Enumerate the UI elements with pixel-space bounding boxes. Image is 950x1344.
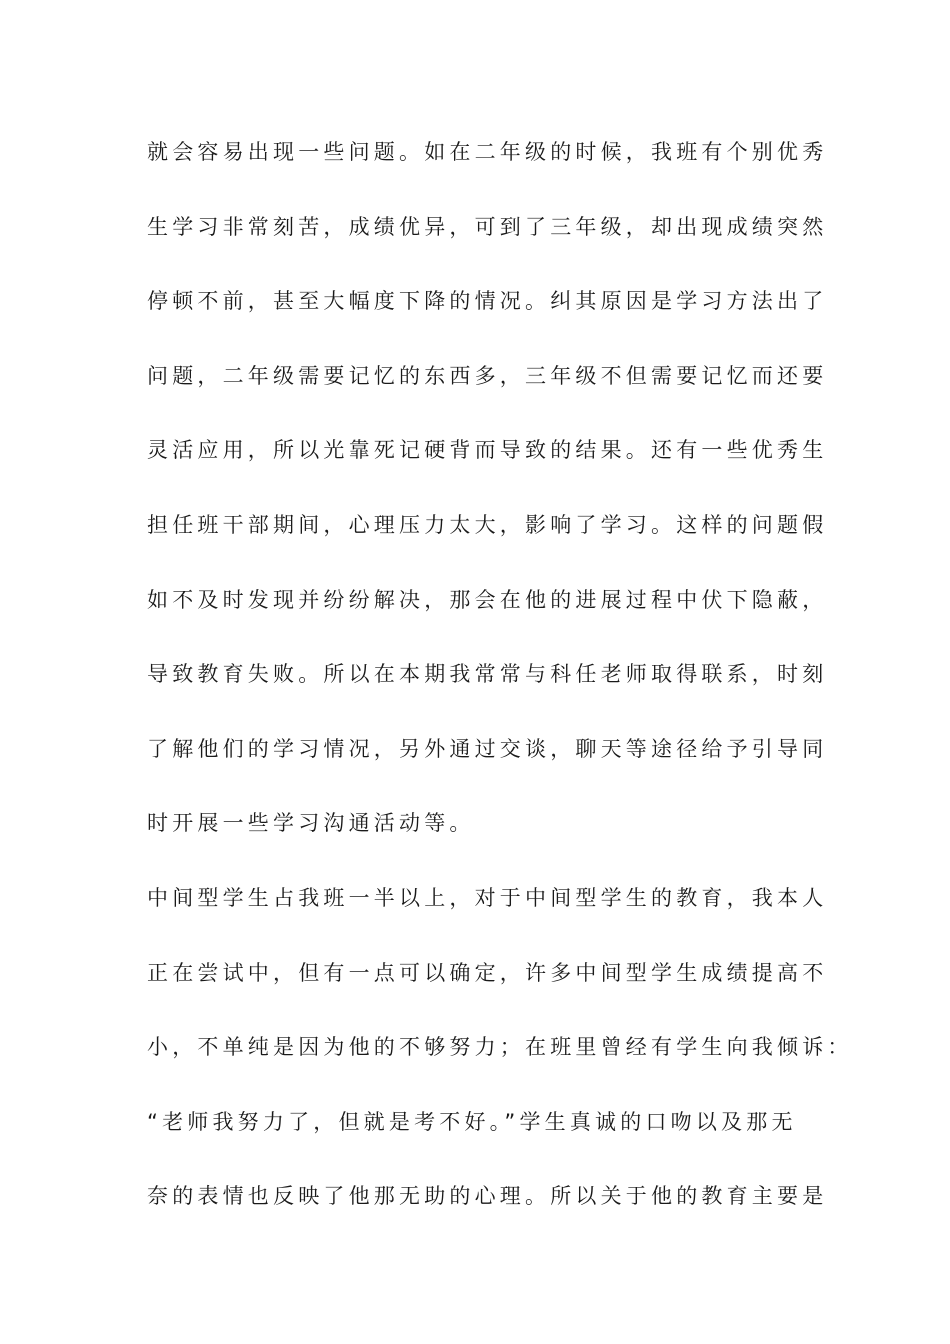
text-line: 如不及时发现并纷纷解决，那会在他的进展过程中伏下隐蔽， (147, 587, 828, 612)
text-line: 小，不单纯是因为他的不够努力；在班里曾经有学生向我倾诉： (147, 1035, 853, 1060)
text-line: 担任班干部期间，心理压力太大，影响了学习。这样的问题假 (147, 512, 828, 537)
text-line: 停顿不前，甚至大幅度下降的情况。纠其原因是学习方法出了 (147, 289, 828, 314)
text-line: 问题，二年级需要记忆的东西多，三年级不但需要记忆而还要 (147, 363, 828, 388)
text-line: 了解他们的学习情况，另外通过交谈，聊天等途径给予引导同 (147, 736, 828, 761)
text-line: 灵活应用，所以光靠死记硬背而导致的结果。还有一些优秀生 (147, 438, 828, 463)
text-line: 导致教育失败。所以在本期我常常与科任老师取得联系，时刻 (147, 662, 828, 687)
text-line: 正在尝试中，但有一点可以确定，许多中间型学生成绩提高不 (147, 960, 828, 985)
text-line: 时开展一些学习沟通活动等。 (147, 811, 475, 836)
text-line: 奈的表情也反映了他那无助的心理。所以关于他的教育主要是 (147, 1184, 828, 1209)
text-line: “老师我努力了，但就是考不好。”学生真诚的口吻以及那无 (147, 1109, 797, 1134)
body-text (147, 130, 853, 1249)
text-line: 就会容易出现一些问题。如在二年级的时候，我班有个别优秀 (147, 140, 828, 164)
text-line: 生学习非常刻苦，成绩优异，可到了三年级，却出现成绩突然 (147, 214, 828, 239)
text-line: 中间型学生占我班一半以上，对于中间型学生的教育，我本人 (147, 885, 828, 910)
